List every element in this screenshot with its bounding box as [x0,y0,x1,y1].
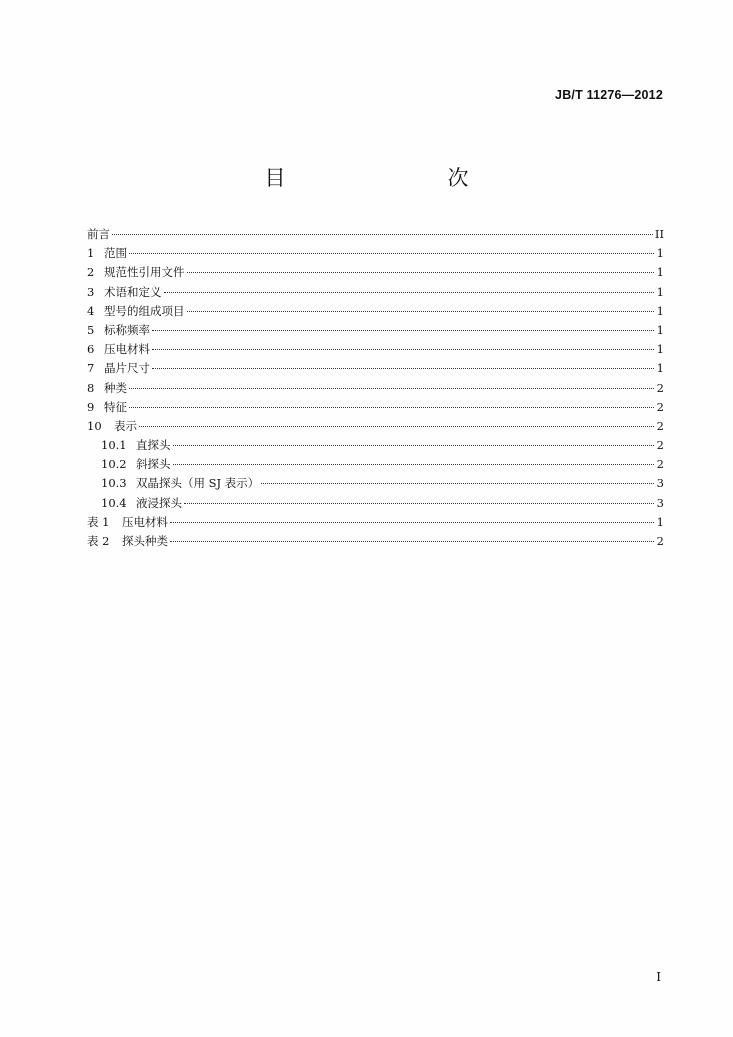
toc-entry-8[interactable] [87,379,664,398]
toc-entry-table-2[interactable] [87,532,664,551]
dot-leader [152,329,654,331]
toc-entry-2[interactable] [87,263,664,282]
toc-entry-number: 7 [87,361,95,376]
toc-entry-7[interactable] [87,359,664,378]
toc-entry-label: 表示 [114,418,137,433]
toc-entry-page: 2 [656,418,664,433]
toc-entry-4[interactable] [87,302,664,321]
toc-entry-page: II [654,227,664,241]
toc-entry-1[interactable] [87,244,664,263]
toc-entry-number: 1 [87,246,95,261]
dot-leader [112,233,653,235]
dot-leader [170,521,654,523]
toc-entry-page: 1 [656,246,664,261]
toc-entry-number: 5 [87,322,95,337]
toc-entry-page: 1 [656,284,664,299]
dot-leader [173,463,655,465]
toc-entry-label: 液浸探头 [136,495,182,510]
toc-entry-label: 晶片尺寸 [104,361,150,376]
dot-leader [164,291,655,293]
table-of-contents [87,225,664,551]
toc-entry-number: 表 1 [87,514,110,529]
toc-entry-page: 2 [656,399,664,414]
dot-leader [173,444,655,446]
dot-leader [129,406,654,408]
toc-entry-page: 1 [656,361,664,376]
toc-entry-page: 1 [656,322,664,337]
toc-entry-page: 2 [656,457,664,472]
toc-entry-page: 3 [656,495,664,510]
toc-entry-label: 特征 [104,399,127,414]
toc-entry-number: 10.3 [101,476,127,491]
page-title: 目 次 [264,166,509,190]
toc-entry-label: 双晶探头（用 SJ 表示） [136,476,260,491]
toc-entry-label: 术语和定义 [104,284,162,299]
toc-entry-number: 2 [87,265,95,280]
toc-entry-page: 2 [656,438,664,453]
toc-entry-foreword[interactable] [87,225,664,244]
dot-leader [152,348,654,350]
dot-leader [261,482,654,484]
toc-entry-page: 3 [656,476,664,491]
toc-entry-label: 斜探头 [136,457,171,472]
dot-leader [139,425,654,427]
toc-entry-label: 标称频率 [104,322,150,337]
toc-entry-number: 4 [87,303,95,318]
toc-entry-label: 探头种类 [122,534,168,548]
toc-entry-10[interactable] [87,417,664,436]
toc-entry-number: 10.4 [101,495,127,510]
toc-entry-label: 前言 [87,227,110,241]
toc-entry-label: 压电材料 [104,342,150,357]
toc-entry-number: 3 [87,284,95,299]
toc-entry-number: 10.1 [101,438,127,453]
toc-entry-3[interactable] [87,283,664,302]
dot-leader [187,310,655,312]
toc-entry-number: 10.2 [101,457,127,472]
toc-entry-label: 压电材料 [122,514,168,529]
dot-leader [152,367,654,369]
toc-entry-number: 8 [87,380,95,395]
toc-entry-table-1[interactable] [87,513,664,532]
dot-leader [184,502,654,504]
toc-entry-label: 规范性引用文件 [104,265,185,280]
toc-entry-label: 范围 [104,246,127,261]
toc-entry-number: 9 [87,399,95,414]
toc-entry-label: 型号的组成项目 [104,303,185,318]
dot-leader [187,271,655,273]
toc-entry-page: 1 [656,265,664,280]
toc-entry-6[interactable] [87,340,664,359]
toc-entry-page: 2 [656,534,664,548]
standard-code: JB/T 11276—2012 [555,88,663,102]
toc-entry-page: 1 [656,342,664,357]
dot-leader [129,252,654,254]
toc-entry-number: 10 [87,418,102,433]
toc-entry-page: 1 [656,514,664,529]
toc-entry-page: 1 [656,303,664,318]
toc-entry-10-3[interactable] [87,474,664,493]
toc-entry-page: 2 [656,380,664,395]
toc-entry-number: 表 2 [87,534,110,548]
toc-entry-10-2[interactable] [87,455,664,474]
dot-leader [129,387,654,389]
page-number: I [656,970,661,984]
toc-entry-number: 6 [87,342,95,357]
toc-entry-10-4[interactable] [87,494,664,513]
toc-entry-label: 种类 [104,380,127,395]
toc-entry-9[interactable] [87,398,664,417]
toc-entry-5[interactable] [87,321,664,340]
toc-entry-label: 直探头 [136,438,171,453]
toc-entry-10-1[interactable] [87,436,664,455]
dot-leader [170,540,654,542]
